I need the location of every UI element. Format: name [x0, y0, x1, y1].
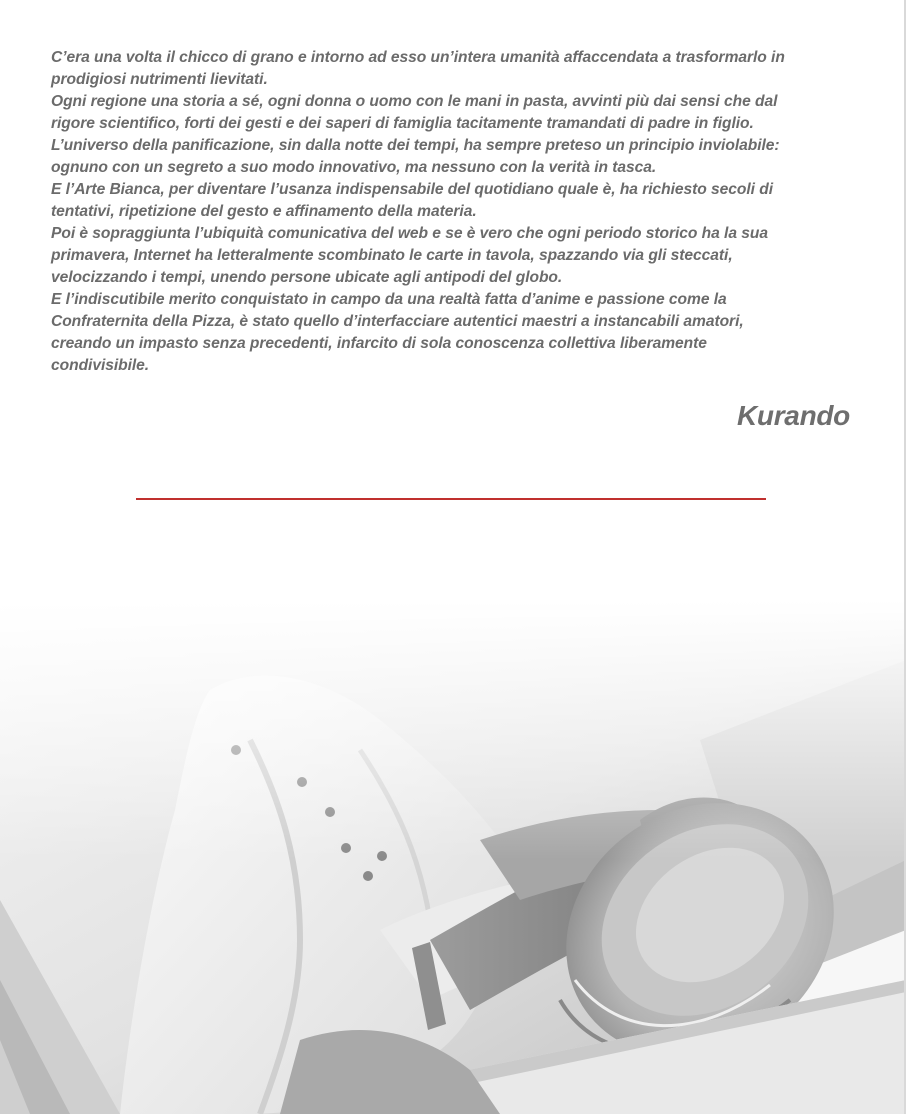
text-line: condivisibile.: [51, 357, 150, 374]
text-line: rigore scientifico, forti dei gesti e dei saperi di famiglia tacitamente tramandati di padre in figlio.: [51, 115, 754, 132]
text-line: Ogni regione una storia a sé, ogni donna o uomo con le mani in pasta, avvinti più dai sensi che dal: [51, 93, 778, 110]
paragraph-5: [51, 223, 861, 289]
text-line: velocizzando i tempi, unendo persone ubicate agli antipodi del globo.: [51, 269, 563, 286]
text-line: tentativi, ripetizione del gesto e affinamento della materia.: [51, 203, 477, 220]
chef-kneading-dough-photo: [0, 600, 906, 1114]
paragraph-1: [51, 47, 861, 91]
text-line: ognuno con un segreto a suo modo innovativo, ma nessuno con la verità in tasca.: [51, 159, 657, 176]
text-line: E l’Arte Bianca, per diventare l’usanza indispensabile del quotidiano quale è, ha richiesto secoli di: [51, 181, 773, 198]
signature: Kurando: [736, 400, 850, 431]
body-text: [51, 47, 861, 377]
text-line: Poi è sopraggiunta l’ubiquità comunicativa del web e se è vero che ogni periodo storico ha la sua: [51, 225, 768, 242]
paragraph-2: [51, 91, 861, 135]
paragraph-4: [51, 179, 861, 223]
paragraph-6: [51, 289, 861, 377]
text-line: C’era una volta il chicco di grano e intorno ad esso un’intera umanità affaccendata a trasformarlo in: [51, 49, 785, 66]
text-line: primavera, Internet ha letteralmente scombinato le carte in tavola, spazzando via gli steccati,: [51, 247, 733, 264]
text-line: creando un impasto senza precedenti, infarcito di sola conoscenza collettiva liberamente: [51, 335, 707, 352]
text-line: Confraternita della Pizza, è stato quello d’interfacciare autentici maestri a instancabili amatori,: [51, 313, 744, 330]
text-line: prodigiosi nutrimenti lievitati.: [51, 71, 268, 88]
red-divider: [136, 498, 766, 500]
text-line: E l’indiscutibile merito conquistato in campo da una realtà fatta d’anime e passione come la: [51, 291, 727, 308]
paragraph-3: [51, 135, 861, 179]
text-line: L’universo della panificazione, sin dalla notte dei tempi, ha sempre preteso un principio inviolabile:: [51, 137, 780, 154]
